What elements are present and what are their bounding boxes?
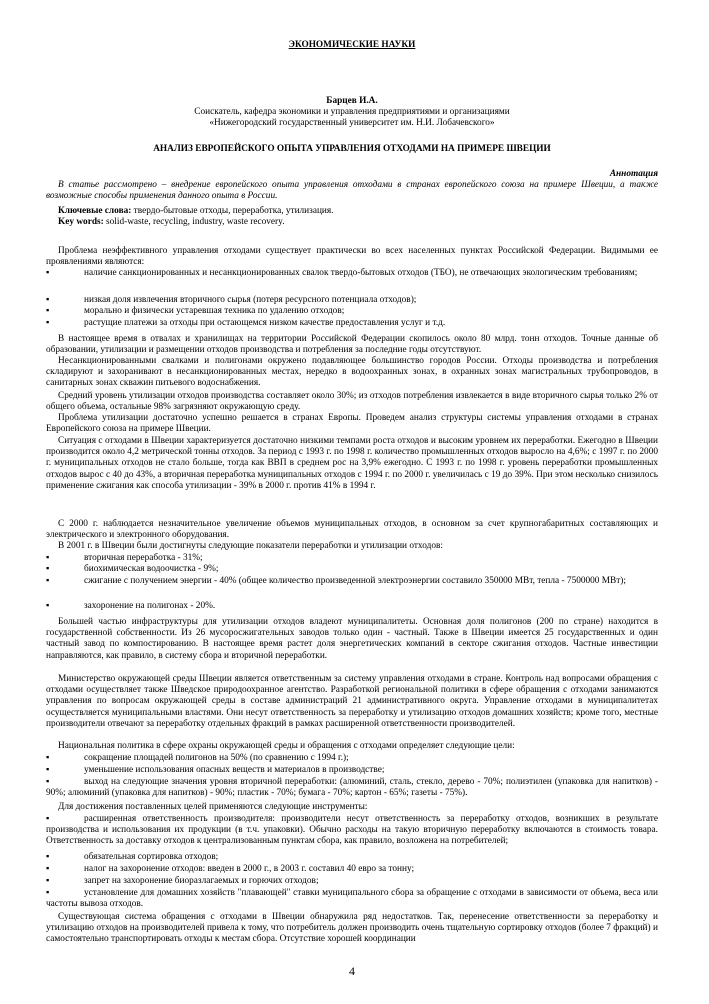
list-item: ▪ расширенная ответственность производителя: производители несут ответственность за переработку отходов, возникших в результате производства и использования их продукции (в т.ч. упаковки). Обычно расходы на такую вторичную переработку включаются в стоимость товара. Ответственность за доставку отходов к централизованным пунктам сбора, как правило, возложена на потребителей; [46,814,658,847]
bullet-icon: ▪ [46,765,50,775]
bullet-icon: ▪ [46,814,50,824]
keywords-en-value: solid-waste, recycling, industry, waste recovery. [103,217,285,227]
list-item: ▪ растущие платежи за отходы при остающемся низком качестве предоставления услуг и т.д. [46,318,446,328]
bullet-icon: ▪ [46,852,50,862]
article-title: АНАЛИЗ ЕВРОПЕЙСКОГО ОПЫТА УПРАВЛЕНИЯ ОТХОДАМИ НА ПРИМЕРЕ ШВЕЦИИ [153,144,551,154]
paragraph-11: Национальная политика в сфере охраны окружающей среды и обращения с отходами определяет следующие цели: [58,741,515,751]
paragraph-7: С 2000 г. наблюдается незначительное увеличение объемов муниципальных отходов, в основном за счет крупногабаритных составляющих и электрического и электронного оборудования. [46,519,658,541]
author-affiliation-2: «Нижегородский государственный университет им. Н.И. Лобачевского» [209,118,495,128]
bullet-icon: ▪ [46,888,50,898]
bullet-icon: ▪ [46,576,50,586]
abstract-text: В статье рассмотрено – внедрение европейского опыта управления отходами в странах европейского союза на примере Швеции, а также возможные способы применения данного опыта в России. [46,180,658,202]
bullet-icon: ▪ [46,306,50,316]
bullet-icon: ▪ [46,318,50,328]
list-item: ▪ обязательная сортировка отходов; [46,852,219,862]
paragraph-12: Для достижения поставленных целей применяются следующие инструменты: [58,802,368,812]
list-item: ▪ налог на захоронение отходов: введен в 2000 г., в 2003 г. составил 40 евро за тонну; [46,864,415,874]
bullet-icon: ▪ [46,268,50,278]
bullet-icon: ▪ [46,753,50,763]
keywords-en [46,217,658,228]
list-item: ▪ сокращение площадей полигонов на 50% (по сравнению с 1994 г.); [46,753,349,763]
paragraph-6: Ситуация с отходами в Швеции характеризуется достаточно низкими темпами роста отходов и высоким уровнем их переработки. Ежегодно в Швеции производится около 4,2 метрической тонны отходов. За период с 1993 г. по 1998 г. количество промышленных отходов выросло на 4,6%; с 1997 г. по 2000 г. муниципальных отходов не стало больше, тогда как ВВП в среднем рос на 3,9% ежегодно. С 1993 г. по 1998 г. уровень переработки промышленных отходов вырос с 40 до 43%, а вторичная переработка муниципальных отходов с 1994 г. по 2000 г. увеличилась с 19 до 39%. При этом несколько снизилось применение сжигания как способа утилизации - 39% в 2000 г. против 41% в 1994 г. [46,436,658,491]
list-item: ▪ захоронение на полигонах - 20%. [46,601,216,611]
keywords-en-label: Key words: [58,217,104,227]
paragraph-1: Проблема неэффективного управления отходами существует практически во всех населенных пунктах Российской Федерации. Видимыми ее проявлениями являются: [46,246,658,268]
list-item: ▪ морально и физически устаревшая техника по удалению отходов; [46,306,345,316]
paragraph-9: Большей частью инфраструктуры для утилизации отходов владеют муниципалитеты. Основная доля полигонов (200 по стране) находится в государственной собственности. Из 26 мусоросжигательных заводов только один - частный. Также в Швеции имеется 25 государственных и один частный завод по компостированию. В настоящее время растет доля энергетических компаний в секторе сжигания отходов. Частные инвестиции направляются, как правило, в систему сбора и вторичной переработки. [46,617,658,661]
list-item: ▪ запрет на захоронение биоразлагаемых и горючих отходов; [46,876,319,886]
list-item: ▪ наличие санкционированных и несанкционированных свалок твердо-бытовых отходов (ТБО), не отвечающих экологическим требованиям; [46,268,638,278]
list-item: ▪ вторичная переработка - 31%; [46,553,203,563]
paragraph-2: В настоящее время в отвалах и хранилищах на территории Российской Федерации скопилось около 80 млрд. тонн отходов. Точные данные об образовании, утилизации и размещении отходов производства и потребления за последние годы отсутствуют. [46,334,658,356]
paragraph-5: Проблема утилизации достаточно успешно решается в странах Европы. Проведем анализ структуры системы управления отходами в странах Европейского союза на примере Швеции. [46,413,658,435]
bullet-icon: ▪ [46,553,50,563]
list-item: ▪ уменьшение использования опасных веществ и материалов в производстве; [46,765,385,775]
paragraph-3: Несанкционированными свалками и полигонами окружено подавляющее большинство городов России. Отходы производства и потребления складируют и захоранивают в несанкционированных местах, нередко в водоохранных зонах, в охранных зонах магистральных трубопроводов, в санитарных зонах скважин питьевого водоснабжения. [46,356,658,389]
keywords-ru [46,206,658,217]
bullet-icon: ▪ [46,295,50,305]
keywords-ru-value: твердо-бытовые отходы, переработка, утилизация. [131,206,334,216]
abstract-label: Аннотация [609,169,658,179]
bullet-icon: ▪ [46,777,50,787]
paragraph-13: Существующая система обращения с отходами в Швеции обнаружила ряд недостатков. Так, перенесение ответственности за переработку и утилизацию отходов на производителей привела к тому, что потребитель должен производить очень тщательную сортировку отходов (более 7 фракций) и самостоятельно транспортировать отходы к местам сбора. Отсутствие хорошей координации [46,912,658,945]
section-heading: ЭКОНОМИЧЕСКИЕ НАУКИ [288,40,416,50]
bullet-icon: ▪ [46,864,50,874]
page-number: 4 [349,964,355,978]
bullet-icon: ▪ [46,876,50,886]
paragraph-8: В 2001 г. в Швеции были достигнуты следующие показатели переработки и утилизации отходов: [58,541,443,551]
keywords-ru-label: Ключевые слова: [58,206,132,216]
paragraph-10: Министерство окружающей среды Швеции является ответственным за систему управления отходами в стране. Контроль над вопросами обращения с отходами осуществляет также Шведское природоохранное агентство. Разработкой региональной политики в сфере обращения с отходами занимаются управления по вопросам окружающей среды в составе администраций 21 административного округа. Управление отходами в муниципалитетах осуществляется муниципальными властями. Они несут ответственность за переработку и утилизацию отходов домашних хозяйств; кроме того, местные производители отвечают за переработку отдельных фракций в рамках расширенной ответственности производителей. [46,674,658,729]
author-name: Барцев И.А. [326,96,378,106]
list-item: ▪ низкая доля извлечения вторичного сырья (потеря ресурсного потенциала отходов); [46,295,417,305]
bullet-icon: ▪ [46,564,50,574]
bullet-icon: ▪ [46,601,50,611]
list-item: ▪ выход на следующие значения уровня вторичной переработки: (алюминий, сталь, стекло, дерево - 70%; полиэтилен (упаковка для напитков) - 90%; алюминий (упаковка для напитков) - 90%; пластик - 70%; бумага - 70%; картон - 65%; газеты - 75%). [46,777,658,799]
list-item: ▪ сжигание с получением энергии - 40% (общее количество произведенной электроэнергии составило 350000 МВт, тепла - 7500000 МВт); [46,576,626,586]
paragraph-4: Средний уровень утилизации отходов производства составляет около 30%; из отходов потребления извлекается в виде вторичного сырья только 2% от общего объема, остальные 98% загрязняют окружающую среду. [46,391,658,413]
author-affiliation-1: Соискатель, кафедра экономики и управления предприятиями и организациями [194,107,510,117]
list-item: ▪ установление для домашних хозяйств "плавающей" ставки муниципального сбора за обращение с отходами в зависимости от объема, веса или частоты вывоза отходов. [46,888,658,910]
list-item: ▪ биохимическая водоочистка - 9%; [46,564,219,574]
